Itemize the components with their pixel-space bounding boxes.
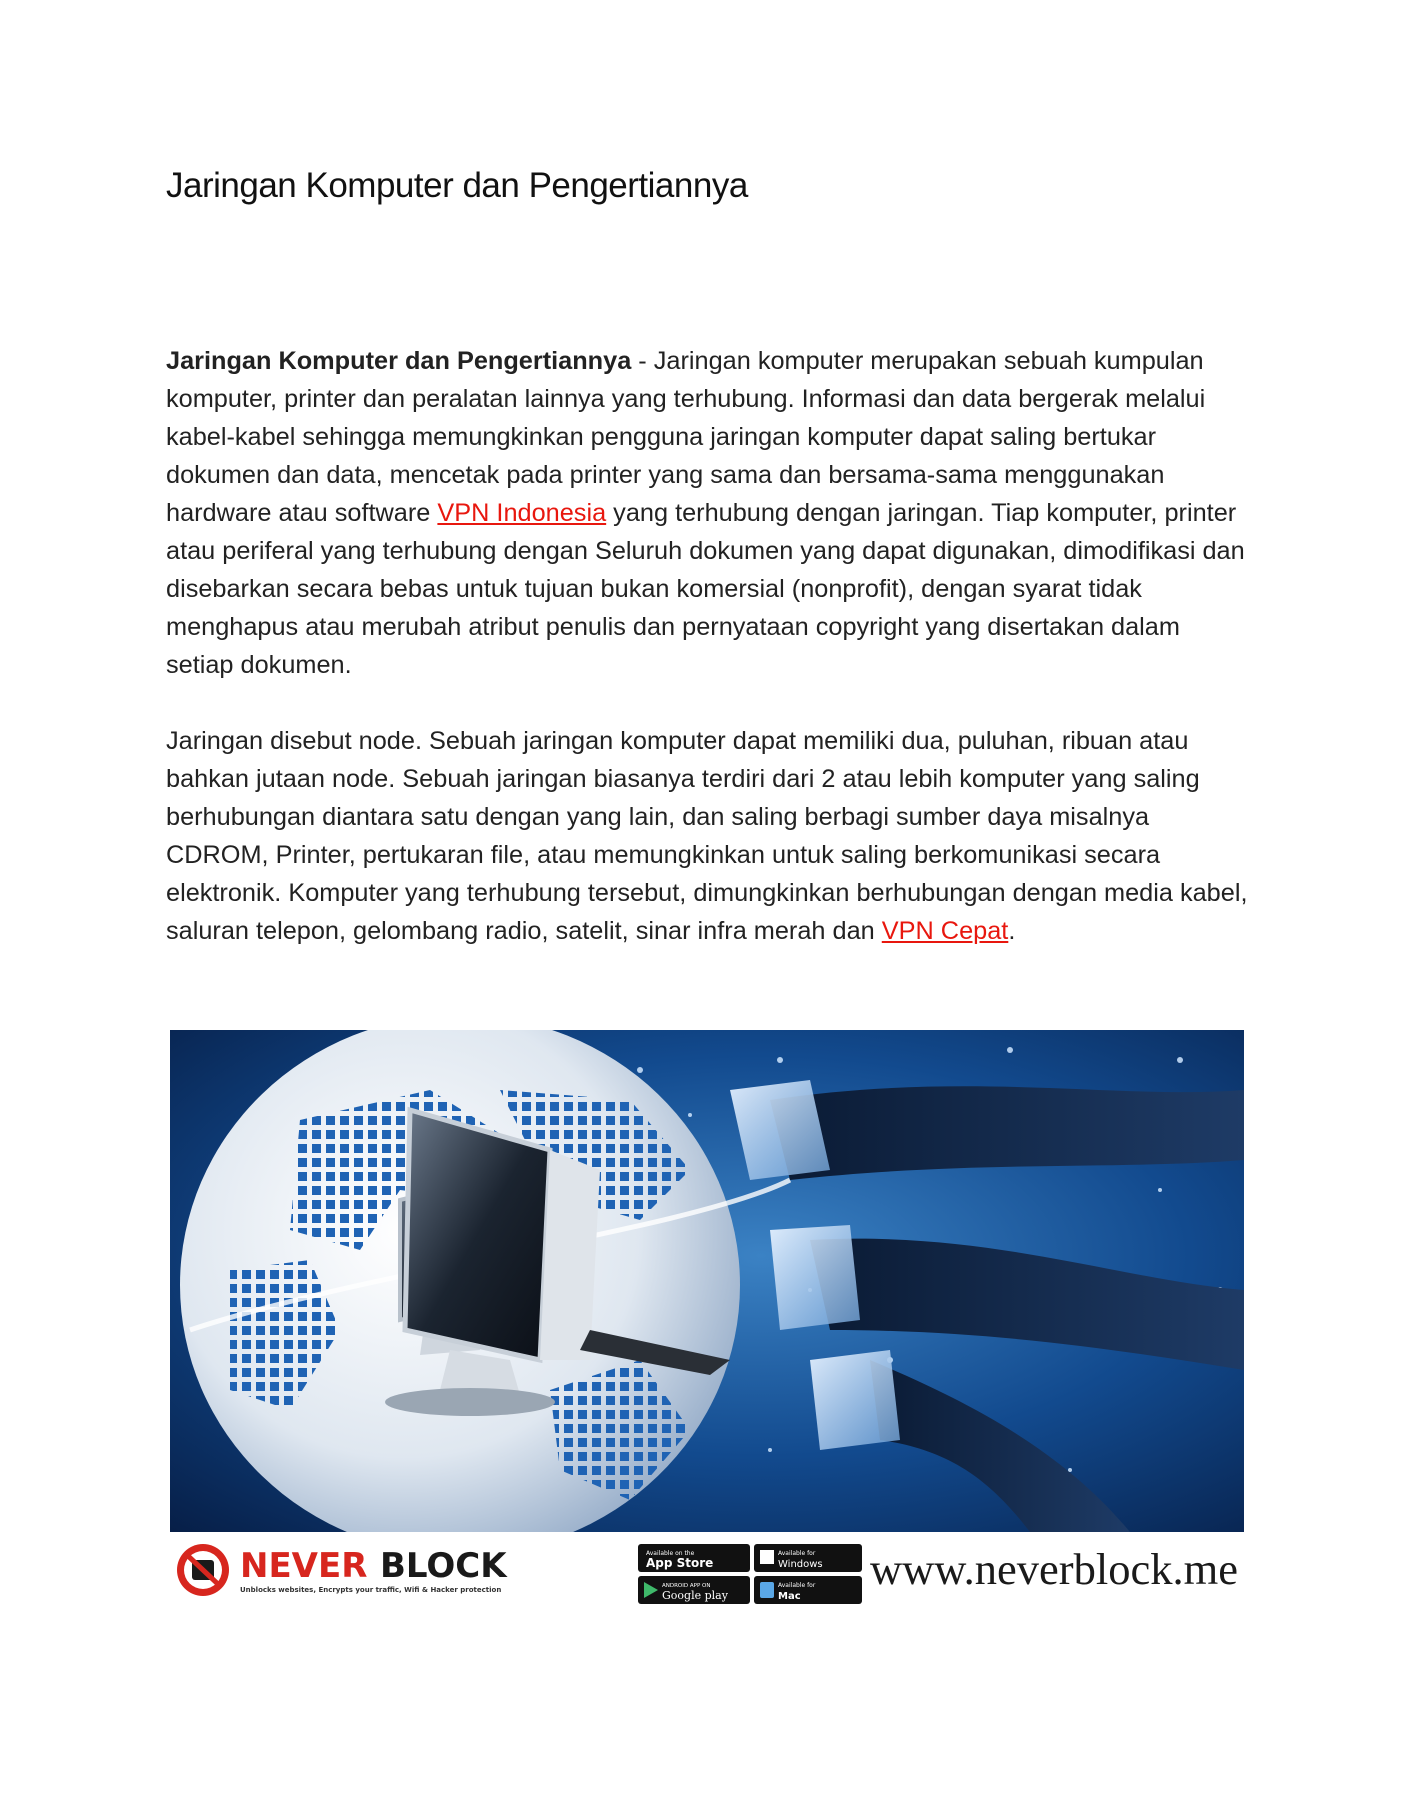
page-title: Jaringan Komputer dan Pengertiannya [166,166,748,205]
brand-tagline: Unblocks websites, Encrypts your traffic, Wifi & Hacker protection [240,1586,502,1594]
mac-badge[interactable] [754,1576,862,1604]
svg-text:ANDROID APP ON: ANDROID APP ON [662,1583,711,1589]
neverblock-logo [177,1544,229,1596]
svg-text:App Store: App Store [646,1556,714,1570]
brand-never: NEVER [240,1546,368,1586]
lead-bold-text: Jaringan Komputer dan Pengertiannya [166,347,632,375]
neverblock-banner [170,1532,1244,1612]
app-store-badge[interactable] [638,1544,750,1572]
svg-text:Mac: Mac [778,1591,801,1602]
paragraph-node [166,722,1256,950]
svg-text:Available for: Available for [778,1582,816,1589]
paragraph-intro [166,342,1246,684]
paragraph-text: yang terhubung dengan jaringan. Tiap komputer, printer atau periferal yang terhubung dengan Seluruh dokumen yang dapat digunakan, dimodifikasi dan disebarkan secara bebas untuk tujuan bukan komersial (nonprofit), dengan syarat tidak menghapus atau merubah atribut penulis dan pernyataan copyright yang disertakan dalam setiap dokumen. [166,499,1245,679]
vpn-indonesia-link[interactable]: VPN Indonesia [437,499,607,527]
google-play-badge[interactable] [638,1576,750,1604]
svg-text:Windows: Windows [778,1559,823,1570]
website-url[interactable]: www.neverblock.me [870,1545,1238,1594]
vpn-cepat-link[interactable]: VPN Cepat [881,917,1009,945]
paragraph-text: Jaringan disebut node. Sebuah jaringan komputer dapat memiliki dua, puluhan, ribuan atau bahkan jutaan node. Sebuah jaringan biasanya terdiri dari 2 atau lebih komputer yang saling berhubungan diantara satu dengan yang lain, dan saling berbagi sumber daya misalnya CDROM, Printer, pertukaran file, atau memungkinkan untuk saling berkomunikasi secara elektronik. Komputer yang terhubung tersebut, dimungkinkan berhubungan dengan media kabel, saluran telepon, gelombang radio, satelit, sinar infra merah dan [166,727,1248,945]
svg-text:Available on the: Available on the [646,1550,695,1557]
svg-text:Google play: Google play [662,1589,728,1602]
network-photo [170,1030,1244,1532]
windows-badge[interactable] [754,1544,862,1572]
svg-text:Available for: Available for [778,1550,816,1557]
paragraph-text: . [1008,917,1016,945]
paragraph-text: - Jaringan komputer merupakan sebuah kumpulan komputer, printer dan peralatan lainnya yang terhubung. Informasi dan data bergerak melalui kabel-kabel sehingga memungkinkan pengguna jaringan komputer dapat saling bertukar dokumen dan data, mencetak pada printer yang sama dan bersama-sama menggunakan hardware atau software [166,347,1206,527]
brand-block: BLOCK [380,1546,507,1586]
network-illustration [170,1030,1244,1612]
